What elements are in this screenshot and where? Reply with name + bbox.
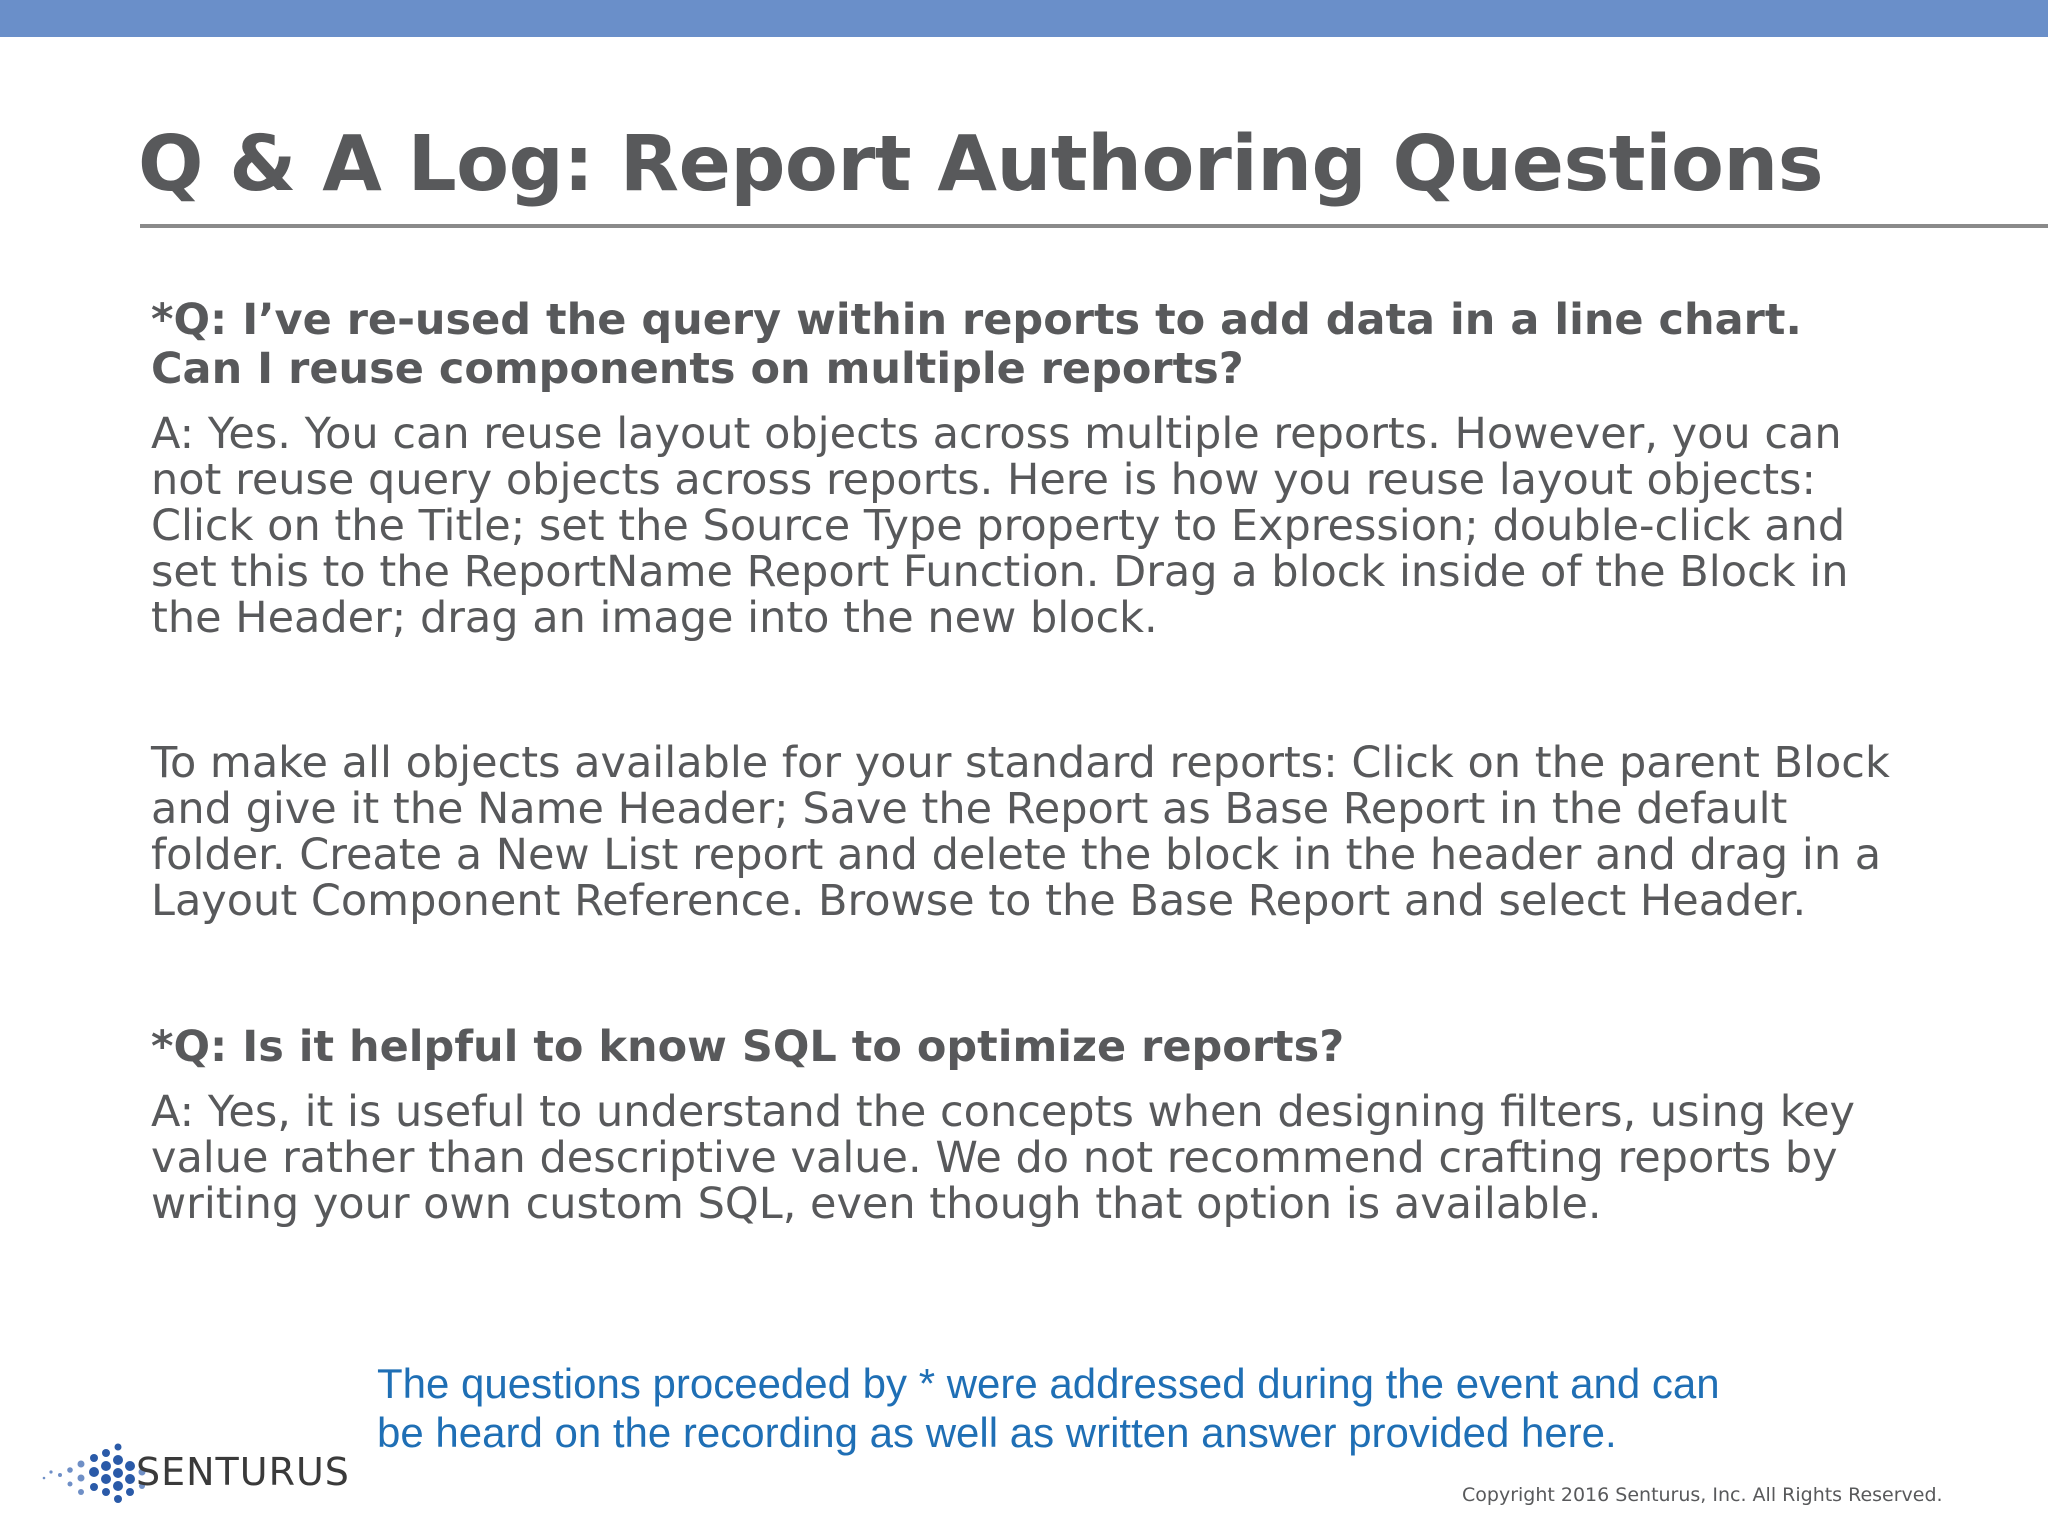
answer-2: A: Yes, it is useful to understand the concepts when designing filters, using key value rather than descriptive value. We do not recommend crafting reports by writing your own custom SQL, even though that option is available. <box>151 1087 1856 1229</box>
spacer <box>151 924 1891 1023</box>
qa-content <box>151 296 1891 1227</box>
logo-wordmark: SENTURUS <box>136 1450 350 1494</box>
answer-1: A: Yes. You can reuse layout objects across multiple reports. However, you can not reuse query objects across reports. Here is how you reuse layout objects: Click on the Title; set the Source Type property to Expression; double-click and set this to the ReportName Report Function. Drag a block inside of the Block in the Header; drag an image into the new block. <box>151 409 1849 643</box>
answer-1-continued: To make all objects available for your standard reports: Click on the parent Block and give it the Name Header; Save the Report as Base Report in the default folder. Create a New List report and delete the block in the header and drag in a Layout Component Reference. Browse to the Base Report and select Header. <box>151 738 1890 926</box>
copyright-notice: Copyright 2016 Senturus, Inc. All Rights Reserved. <box>1462 1484 1943 1506</box>
footer-note: The questions proceeded by * were addressed during the event and can be heard on the recording as well as written answer provided here. <box>377 1360 1720 1456</box>
spacer <box>151 641 1891 740</box>
question-1: *Q: I’ve re-used the query within reports to add data in a line chart. Can I reuse components on multiple reports? <box>151 295 1802 394</box>
top-banner-bar <box>0 0 2048 37</box>
question-2: *Q: Is it helpful to know SQL to optimize reports? <box>151 1022 1345 1072</box>
slide-title: Q & A Log: Report Authoring Questions <box>138 120 1824 209</box>
title-divider <box>140 224 2048 228</box>
